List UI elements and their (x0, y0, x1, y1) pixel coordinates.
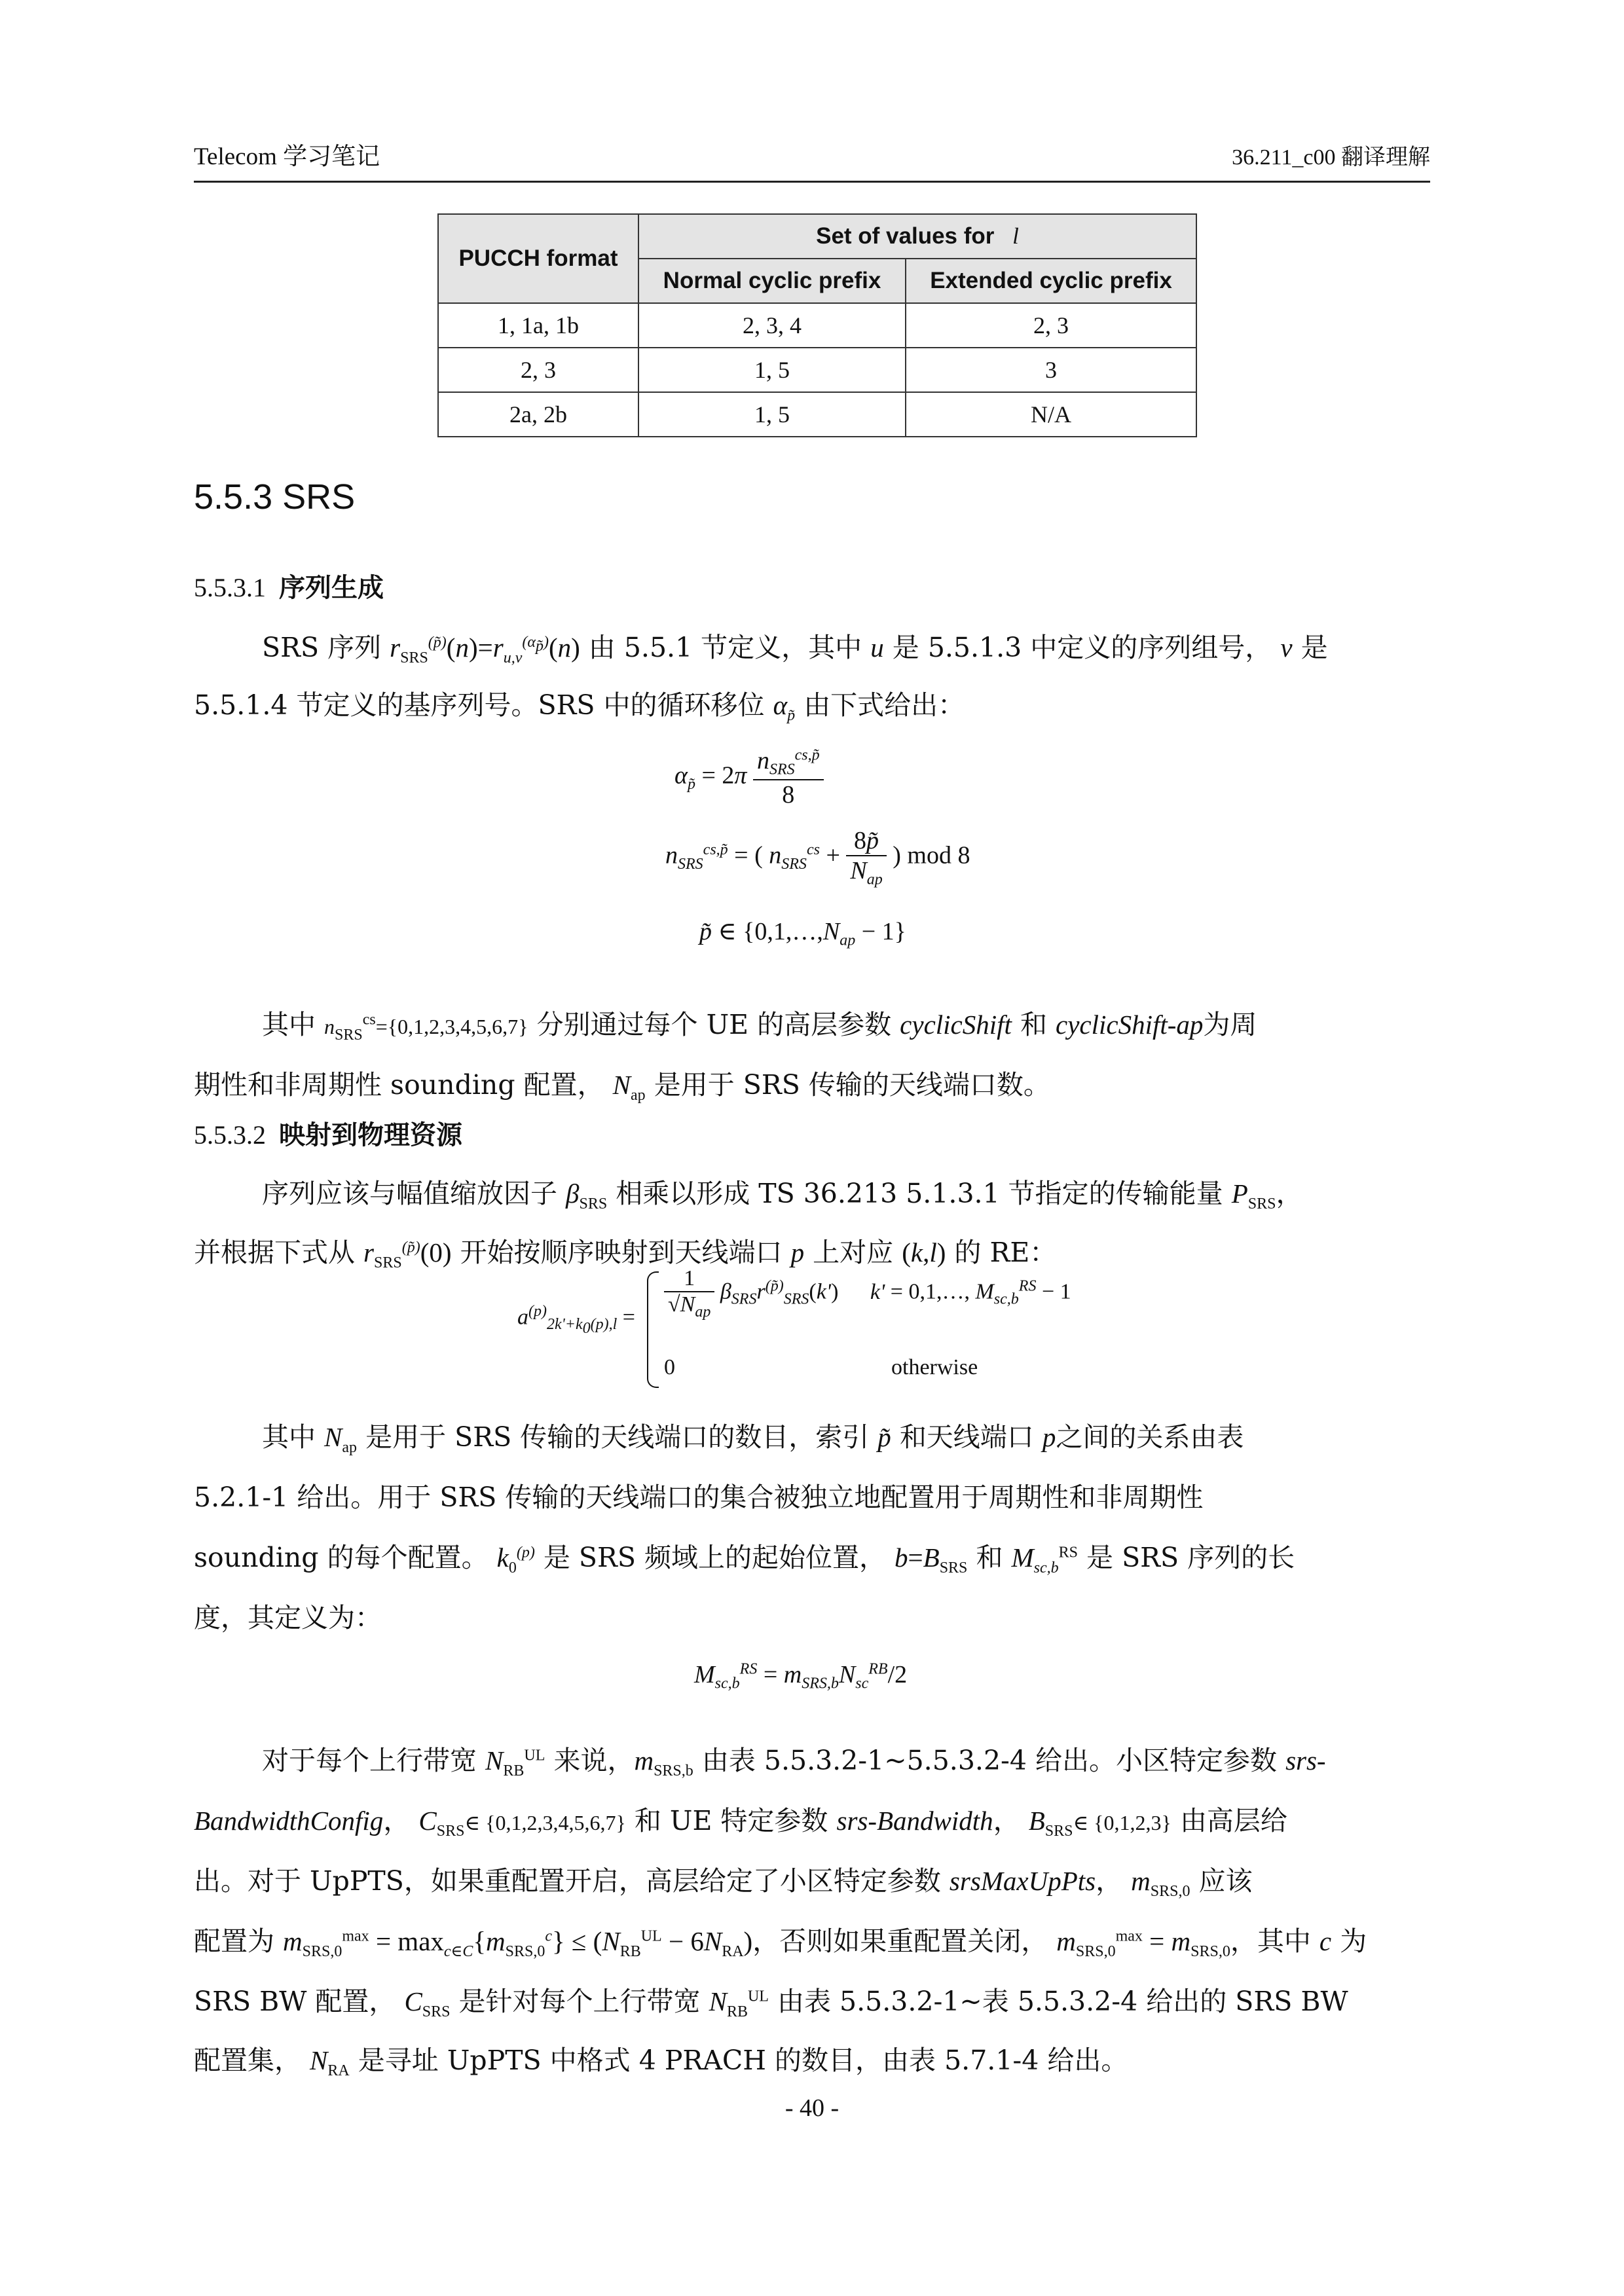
paragraph-bandwidth-line1: 对于每个上行带宽 $N_{RB}^{UL}$ 来说，$m_{SRS,b}$ 由表 5.5.3.2-1~5.5.3.2-4 给出。小区特定参数 srs- (262, 1745, 1326, 1780)
equation-mapping-lhs: $a^{(p)}_{2k'+k_0(p),l}$ = (517, 1303, 635, 1337)
paragraph-antenna-line3: sounding 的每个配置。 $k_0^{(p)}$ 是 SRS 频域上的起始位置， $b=B_{SRS}$ 和 $M_{sc,b}^{RS}$ 是 SRS 序列的长 (194, 1542, 1295, 1577)
paragraph-antenna-line1: 其中 $N_{ap}$ 是用于 SRS 传输的天线端口的数目，索引 p̃ 和天线端口 p之间的关系由表 (262, 1421, 1244, 1457)
table-header-extended-cp: Extended cyclic prefix (906, 259, 1196, 303)
paragraph-sequence-line1: SRS 序列 $r_{SRS}^{(p̃)}(n)=r_{u,v}^{(\alpha_{p̃})}(n)$ 由 5.5.1 节定义，其中 u 是 5.5.1.3 中定义的序列组号， v 是 (262, 632, 1328, 667)
paragraph-bandwidth-line5: SRS BW 配置， $C_{SRS}$ 是针对每个上行带宽 $N_{RB}^{UL}$ 由表 5.5.3.2-1~表 5.5.3.2-4 给出的 SRS BW (194, 1986, 1348, 2021)
paragraph-cyclic-shift-line1: 其中 $n_{SRS}^{cs}=\{0,1,2,3,4,5,6,7\}$ 分别通过每个 UE 的高层参数 cyclicShift 和 cyclicShift-ap为周 (262, 1009, 1257, 1044)
table-cell: 1, 5 (638, 392, 906, 437)
table-cell: 2, 3, 4 (638, 303, 906, 348)
section-title: 5.5.3 SRS (194, 477, 356, 517)
table-cell: 2a, 2b (438, 392, 638, 437)
paragraph-bandwidth-line6: 配置集， $N_{RA}$ 是寻址 UpPTS 中格式 4 PRACH 的数目，由表 5.7.1-4 给出。 (194, 2045, 1128, 2080)
table-header-pucch-format: PUCCH format (438, 214, 638, 303)
header-right: 36.211_c00 翻译理解 (1232, 145, 1430, 170)
equation-mapping-case2: 0 otherwise (664, 1355, 978, 1379)
subsection-title-5531: 5.5.3.1 序列生成 (194, 573, 384, 603)
table-cell: N/A (906, 392, 1196, 437)
table-row (438, 392, 1196, 437)
equation-p-range: p̃ ∈ $\{0,1,\dots,N_{ap} - 1\}$ (699, 918, 906, 949)
paragraph-bandwidth-line4: 配置为 $m_{SRS,0}^{max} = \max_{c\in C}\{m_{SRS,0}^c\} \le (N_{RB}^{UL} - 6N_{RA})$，否则如果重配置关闭， $m_{SRS,0}^{max} = m_{SRS,0}$，其中 c 为 (194, 1925, 1367, 1961)
equation-mapping-case1: $\frac{1}{√N_{ap}}$ $\beta_{SRS}r^{(p̃)}_{SRS}(k') k'$ = 0,1,…, $M_{sc,b}^{RS} - 1$ (664, 1266, 1071, 1321)
paragraph-antenna-line4: 度，其定义为： (194, 1602, 382, 1633)
table-cell: 1, 5 (638, 348, 906, 392)
paragraph-bandwidth-line3: 出。对于 UpPTS，如果重配置开启，高层给定了小区特定参数 srsMaxUpPts， $m_{SRS,0}$ 应该 (194, 1865, 1253, 1901)
paragraph-bandwidth-line2: BandwidthConfig， $C_{SRS}\in$ {0,1,2,3,4,5,6,7} 和 UE 特定参数 srs-Bandwidth， $B_{SRS}\in$ {0,1,2,3} 由高层给 (194, 1805, 1287, 1840)
table-cell: 3 (906, 348, 1196, 392)
table-header-normal-cp: Normal cyclic prefix (638, 259, 906, 303)
paragraph-antenna-line2: 5.2.1-1 给出。用于 SRS 传输的天线端口的集合被独立地配置用于周期性和非周期性 (194, 1482, 1204, 1513)
paragraph-cyclic-shift-line2: 期性和非周期性 sounding 配置， $N_{ap}$ 是用于 SRS 传输的天线端口数。 (194, 1069, 1050, 1104)
header-left: Telecom 学习笔记 (194, 143, 380, 170)
table-row (438, 303, 1196, 348)
paragraph-sequence-line2: 5.5.1.4 节定义的基序列号。SRS 中的循环移位 $\alpha_{p̃}$ 由下式给出： (194, 689, 965, 725)
paragraph-mapping-line1: 序列应该与幅值缩放因子 $\beta_{SRS}$ 相乘以形成 TS 36.213 5.1.3.1 节指定的传输能量 $P_{SRS}$， (262, 1178, 1303, 1213)
table-cell: 1, 1a, 1b (438, 303, 638, 348)
equation-msc: $M_{sc,b}^{RS} = m_{SRS,b}N_{sc}^{RB}/2$ (694, 1660, 908, 1692)
equation-brace (647, 1271, 659, 1388)
table-row (438, 348, 1196, 392)
equation-alpha: $\alpha_{p̃} = 2\pi$ $\frac{n_{SRS}^{cs,p̃}}{8}$ (674, 746, 824, 809)
page-number: - 40 - (784, 2094, 840, 2122)
table-cell: 2, 3 (438, 348, 638, 392)
equation-n-cs: $n_{SRS}^{cs,p̃}$ = ( $n_{SRS}^{cs}$ + $\frac{8p̃}{N_{ap}}$ ) mod 8 (665, 827, 970, 888)
subsection-title-5532: 5.5.3.2 映射到物理资源 (194, 1120, 462, 1150)
paragraph-mapping-line2: 并根据下式从 $r_{SRS}^{(p̃)}(0)$ 开始按顺序映射到天线端口 p 上对应 (k,l) 的 RE： (194, 1237, 1057, 1272)
header-rule (194, 181, 1430, 183)
table-cell: 2, 3 (906, 303, 1196, 348)
table-header-set-of-values: Set of values for l (638, 214, 1196, 259)
pucch-format-table (437, 213, 1197, 437)
